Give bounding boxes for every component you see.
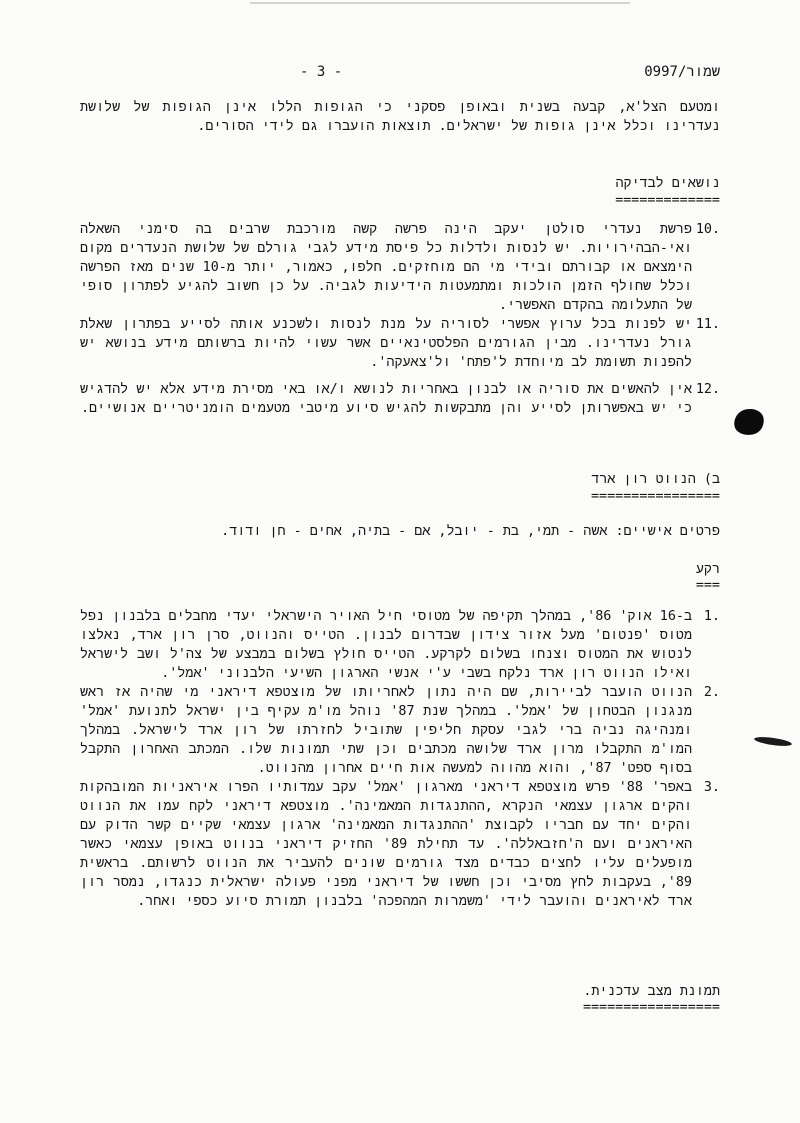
personal-details: פרטים אישיים: אשה - תמי, בת - יובל, אם - בתיה, אחים - חן ודוד.	[221, 524, 720, 539]
item-number: 10.	[695, 222, 720, 237]
section-arad-title: ב) הנווט רון ארד	[591, 472, 720, 487]
background-underline: ===	[695, 578, 720, 593]
status-underline: =================	[582, 1000, 720, 1015]
background-list	[80, 607, 720, 911]
section-arad-underline: ================	[591, 489, 720, 504]
item-number: 1.	[703, 609, 720, 624]
section-check-title: נושאים לבדיקה	[615, 176, 720, 191]
intro-paragraph: ומטעם הצל'א, קבעה בשנית ובאופן פסקני כי הגופות הללו אינן הגופות של שלושת נעדרינו וכלל אינן גופות של ישראלים. תוצאות הועברו גם לידי הסורים.	[80, 100, 720, 134]
section-check-list-cont	[80, 380, 720, 418]
item-text: הנווט הועבר לביירות, שם היה נתון לאחריותו של מוצטפא דיראני מי שהיה אז ראש מנגנון הבטחון של 'אמל'. במהלך שנת 87' נוהל מו'מ עקיף בין ישראל לתנועת 'אמל' ומנהיגה נביה ברי לגבי עסקת חליפין שתוביל לחזרתו של רון ארד לישראל. במהלך המו'מ התקבלו מרון ארד שלושה מכתבים וכן שתי תמונות שלו. המכתב האחרון התקבל בסוף ספט' 87', והוא מהווה למעשה אות חיים אחרון מהנווט.	[80, 685, 692, 776]
section-check-underline: =============	[615, 193, 720, 208]
page-number: - 3 -	[300, 64, 343, 80]
item-number: 3.	[703, 780, 720, 795]
list-item	[80, 778, 720, 911]
item-text: יש לפנות בכל ערוץ אפשרי לסוריה על מנת לנסות ולשכנע אותה לסייע בפתרון שאלת גורל נעדרינו. מבין הגורמים הפלסטינאיים אשר עשוי להיות ברשותם מידע בנושא יש להפנות תשומת לב מיוחדת ל'פתח' ול'צאעקה'.	[80, 317, 692, 370]
page-header	[80, 64, 720, 84]
list-item	[80, 220, 720, 315]
item-text: ב-16 אוק' 86', במהלך תקיפה של מטוסי חיל האויר הישראלי יעדי מחבלים בלבנון נפל מטוס 'פנטום' מעל אזור צידון שבדרום לבנון. הטייס והנווט, סרן רון ארד, נאלצו לנטוש את המטוס וצנחו בשלום לקרקע. הטייס חולץ בשלום במבצע של צה'ל ושב לישראל ואילו הנווט רון ארד נלקח בשבי ע'י אנשי הארגון השיעי הלבנוני 'אמל'.	[80, 609, 692, 681]
item-text: פרשת נעדרי סולטן יעקב הינה פרשה קשה מורכבת שרבים בה סימני השאלה ואי-הבהירויות. יש לנסות ולדלות כל פיסת מידע לגבי גורלם של שלושת הנעדרים מקום הימצאם או קבורתם ובידי מי הם מוחזקים. חלפו, כאמור, יותר מ-10 שנים מאז הפרשה וכלל שחולף הזמן הולכות ומתמעטות הידיעות לגביה. על כן חשוב להגיע לפתרון סופי של התעלומה בהקדם האפשרי.	[80, 222, 692, 313]
status-title: תמונת מצב עדכנית.	[583, 984, 720, 999]
background-title: רקע	[695, 562, 720, 577]
document-reference: 0997/שמור	[644, 64, 720, 80]
item-number: 2.	[703, 685, 720, 700]
list-item	[80, 683, 720, 778]
item-text: באפר' 88' פרש מוצטפא דיראני מארגון 'אמל' עקב עמדותיו הפרו איראניות המובהקות והקים ארגון עצמאי הנקרא ,ההתנגדות המאמינה'. מוצטפא דיראני לקח עמו את הנווט והקים יחד עם חבריו לקבוצת 'ההתנגדות המאמינה' ארגון עצמאי שקיים קשר הדוק עם האיראנים ועם ה'חזבאללה'. עד תחילת 89' החזיק דיראני בנווט באופן עצמאי כאשר מופעלים עליו לחצים כבדים מצד גורמים שונים להעביר את הנווט לרשותם. בראשית 89', בעקבות לחץ מסיבי וכן חששו של דיראני מפני פעולה ישראלית כנגדו, נמסר רון ארד לאיראנים והועבר לידי 'משמרות המהפכה' בלבנון תמורת סיוע כספי ואחר.	[80, 780, 692, 909]
section-check-list	[80, 220, 720, 372]
ink-mark	[754, 735, 793, 747]
ink-blot	[732, 406, 767, 438]
item-number: 11.	[695, 317, 720, 332]
list-item	[80, 315, 720, 372]
scan-edge-mark	[250, 2, 630, 4]
item-number: 12.	[695, 382, 720, 397]
list-item	[80, 380, 720, 418]
item-text: אין להאשים את סוריה או לבנון באחריות לנושא ו/או באי מסירת מידע אלא יש להדגיש כי יש באפשרותן לסייע והן מתבקשות להגיש סיוע מיטבי מטעמים הומניטריים אנושיים.	[80, 382, 692, 416]
list-item	[80, 607, 720, 683]
